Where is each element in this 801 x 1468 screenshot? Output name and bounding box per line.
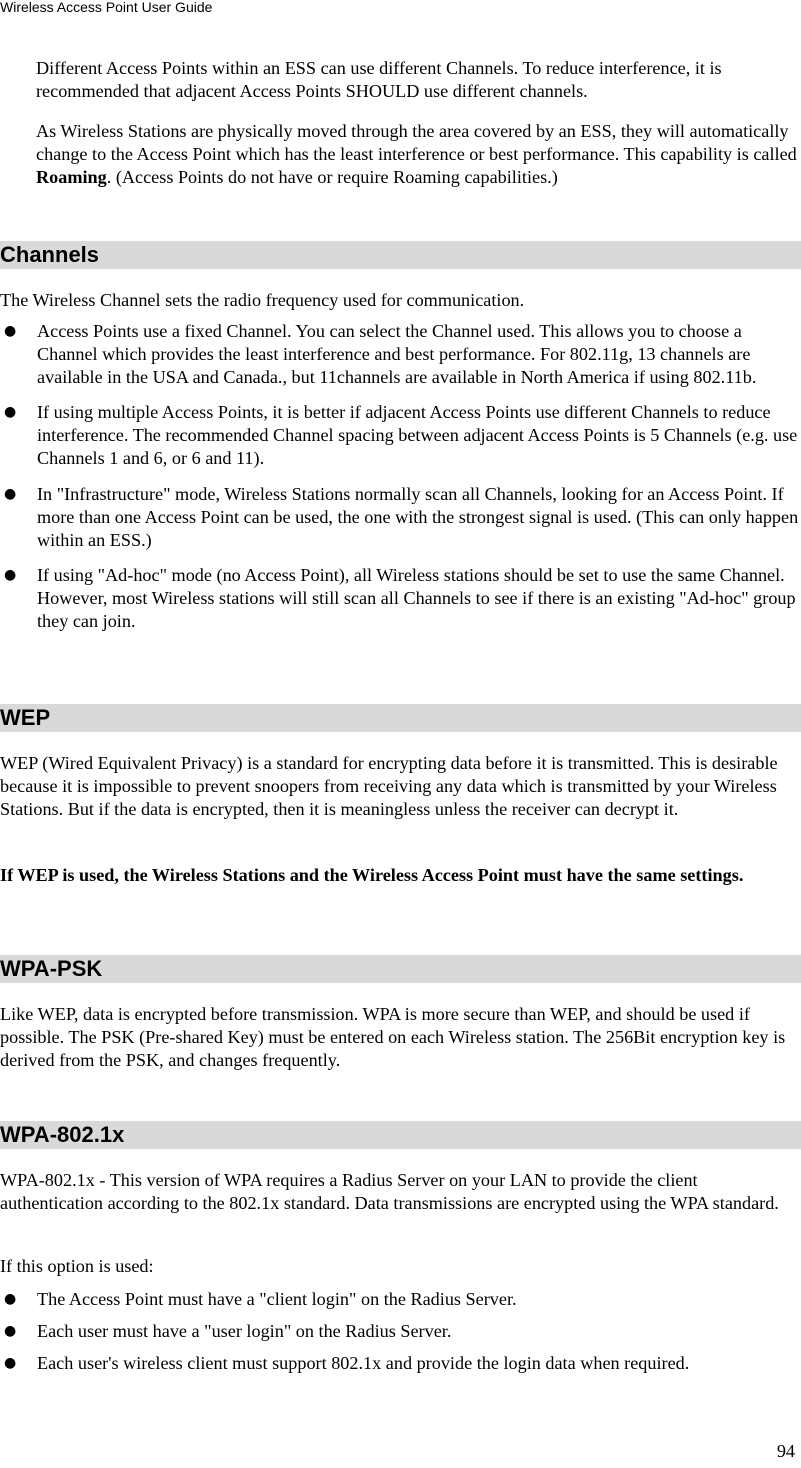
roaming-term: Roaming (36, 167, 107, 187)
page-number: 94 (776, 1441, 795, 1461)
list-item: ● In "Infrastructure" mode, Wireless Stations normally scan all Channels, looking for an Access Point. If more than one Access Point can be used, the one with the strongest signal is used. (This can only happen within an ESS.) (4, 484, 799, 550)
roaming-text-before: As Wireless Stations are physically moved through the area covered by an ESS, they will automatically change to the Access Point which has the least interference or best performance. This capability is called (36, 121, 797, 164)
section-heading-wpa-psk: WPA-PSK (0, 956, 103, 981)
wpa-8021x-paragraph: WPA-802.1x - This version of WPA requires a Radius Server on your LAN to provide the client authentication according to the 802.1x standard. Data transmissions are encrypted using the WPA standard. (0, 1170, 779, 1213)
running-title: Wireless Access Point User Guide (0, 0, 213, 15)
bullet-icon: ● (4, 1323, 17, 1339)
bullet-icon: ● (4, 1355, 17, 1371)
bullet-icon: ● (4, 323, 17, 339)
list-item: ● If using multiple Access Points, it is better if adjacent Access Points use different Channels to reduce interference. The recommended Channel spacing between adjacent Access Points is 5 Channels (e.g. use Channels 1 and 6, or 6 and 11). (4, 402, 798, 468)
wpa-8021x-option-intro: If this option is used: (0, 1256, 154, 1276)
list-item: ● Access Points use a fixed Channel. You can select the Channel used. This allows you to choose a Channel which provides the least interference and best performance. For 802.11g, 13 channels are available in the USA and Canada., but 11channels are available in North America if using 802.11b. (4, 321, 757, 387)
channels-intro: The Wireless Channel sets the radio frequency used for communication. (0, 290, 525, 310)
wep-settings-note: If WEP is used, the Wireless Stations and the Wireless Access Point must have the same settings. (0, 865, 744, 885)
list-item: ● If using "Ad-hoc" mode (no Access Point), all Wireless stations should be set to use the same Channel. However, most Wireless stations will still scan all Channels to see if there is an existing "Ad-hoc" group they can join. (4, 565, 796, 631)
wep-paragraph: WEP (Wired Equivalent Privacy) is a standard for encrypting data before it is transmitted. This is desirable because it is impossible to prevent snoopers from receiving any data which is transmitted by your Wireless Stations. But if the data is encrypted, then it is meaningless unless the receiver can decrypt it. (0, 753, 778, 819)
section-band-wpa-8021x (0, 1121, 801, 1149)
section-heading-channels: Channels (0, 242, 100, 267)
bullet-icon: ● (4, 404, 17, 420)
bullet-icon: ● (4, 486, 17, 502)
wpa-psk-paragraph: Like WEP, data is encrypted before transmission. WPA is more secure than WEP, and should be used if possible. The PSK (Pre-shared Key) must be entered on each Wireless station. The 256Bit encryption key is derived from the PSK, and changes frequently. (0, 1004, 786, 1070)
channels-bullet-list (0, 320, 800, 633)
section-heading-wpa-8021x: WPA-802.1x (0, 1122, 125, 1147)
roaming-text-after: . (Access Points do not have or require Roaming capabilities.) (106, 167, 558, 187)
bullet-icon: ● (4, 1291, 17, 1307)
bullet-icon: ● (4, 567, 17, 583)
section-band-channels (0, 241, 801, 269)
list-item: ● Each user's wireless client must support 802.1x and provide the login data when required. (4, 1353, 690, 1373)
list-item: ● Each user must have a "user login" on the Radius Server. (4, 1321, 452, 1341)
list-item: ● The Access Point must have a "client login" on the Radius Server. (4, 1289, 517, 1309)
section-band-wpa-psk (0, 955, 801, 983)
intro-paragraph-roaming (36, 120, 798, 189)
section-band-wep (0, 704, 801, 732)
section-heading-wep: WEP (0, 705, 51, 730)
wpa-8021x-bullet-list (0, 1288, 800, 1375)
intro-paragraph-ess-channels: Different Access Points within an ESS can use different Channels. To reduce interference, it is recommended that adjacent Access Points SHOULD use different channels. (36, 58, 722, 101)
